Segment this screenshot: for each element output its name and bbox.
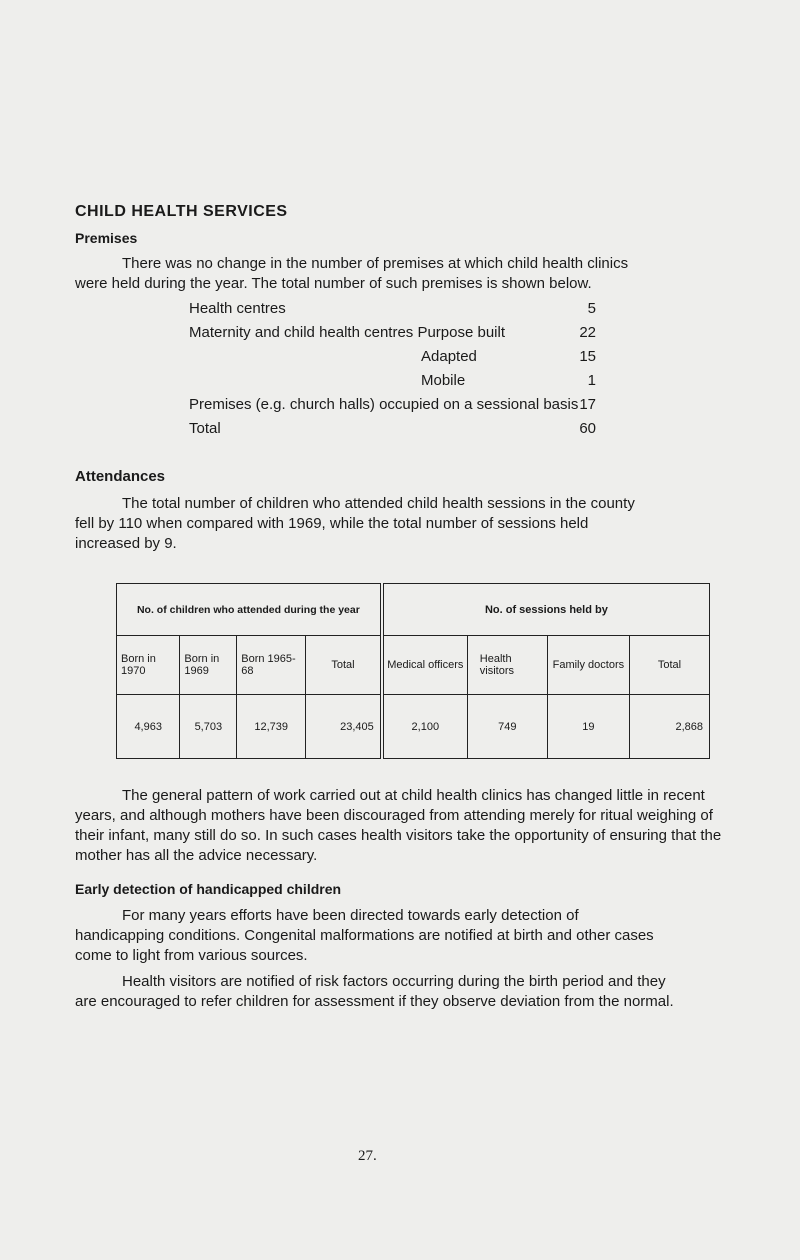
table-group-header-row — [117, 584, 710, 636]
general-pattern-text: The general pattern of work carried out at child health clinics has changed little in recent years, and although mothers have been discouraged from attending merely for ritual weighing of their infant, many still do so. In such cases health visitors take the opportunity of ensuring that the mother has all the advice necessary. — [75, 787, 722, 864]
group-header-children: No. of children who attended during the year — [117, 584, 382, 636]
premises-row — [189, 324, 596, 344]
premises-value: 22 — [579, 324, 596, 341]
table-cell: 2,100 — [382, 695, 468, 759]
premises-row — [189, 396, 596, 416]
attendances-intro — [75, 494, 635, 554]
premises-value: 1 — [587, 372, 596, 389]
premises-label: Maternity and child health centres Purpose built — [189, 324, 506, 341]
table-cell: 5,703 — [180, 695, 237, 759]
premises-heading: Premises — [75, 230, 138, 246]
col-header: Family doctors — [547, 636, 629, 695]
early-detection-text: Health visitors are notified of risk factors occurring during the birth period and they are encouraged to refer children for assessment if they observe deviation from the normal. — [75, 973, 674, 1010]
table-cell: 749 — [467, 695, 547, 759]
premises-intro-text: There was no change in the number of premises at which child health clinics were held during the year. The total number of such premises is shown below. — [75, 255, 629, 292]
col-header: Total — [306, 636, 382, 695]
early-detection-text: For many years efforts have been directed towards early detection of handicapping conditions. Congenital malformations are notified at birth and other cases come to light from various sources. — [75, 907, 654, 964]
premises-row — [189, 300, 596, 320]
page-title: CHILD HEALTH SERVICES — [75, 203, 288, 220]
col-header: Medical officers — [382, 636, 468, 695]
table-cell: 23,405 — [306, 695, 382, 759]
early-detection-para-1 — [75, 906, 665, 966]
attendance-table — [116, 583, 710, 759]
premises-label: Total — [189, 420, 221, 437]
general-pattern — [75, 786, 745, 866]
table-row — [117, 695, 710, 759]
table-header-row — [117, 636, 710, 695]
premises-row — [189, 348, 596, 368]
group-header-sessions: No. of sessions held by — [382, 584, 710, 636]
early-detection-para-2 — [75, 972, 685, 1012]
premises-label: Mobile — [421, 372, 466, 389]
table-cell: 4,963 — [117, 695, 180, 759]
col-header: Born in 1969 — [180, 636, 237, 695]
premises-label: Health centres — [189, 300, 286, 317]
attendances-intro-text: The total number of children who attended child health sessions in the county fell by 110 when compared with 1969, while the total number of sessions held increased by 9. — [75, 495, 635, 552]
premises-row — [189, 420, 596, 440]
premises-value: 15 — [579, 348, 596, 365]
attendances-heading: Attendances — [75, 468, 166, 485]
early-detection-heading: Early detection of handicapped children — [75, 881, 342, 897]
premises-value: 17 — [579, 396, 596, 413]
col-header: Born in 1970 — [117, 636, 180, 695]
premises-label: Adapted — [421, 348, 477, 365]
page-number: 27. — [358, 1148, 377, 1164]
col-header: Born 1965-68 — [237, 636, 306, 695]
table-cell: 19 — [547, 695, 629, 759]
premises-row — [189, 372, 596, 392]
col-header: Health visitors — [467, 636, 547, 695]
premises-list — [189, 300, 596, 437]
premises-label: Premises (e.g. church halls) occupied on a sessional basis — [189, 396, 579, 413]
premises-value: 5 — [587, 300, 596, 317]
col-header: Total — [629, 636, 709, 695]
premises-value: 60 — [579, 420, 596, 437]
premises-intro — [75, 254, 640, 294]
table-cell: 12,739 — [237, 695, 306, 759]
table-cell: 2,868 — [629, 695, 709, 759]
